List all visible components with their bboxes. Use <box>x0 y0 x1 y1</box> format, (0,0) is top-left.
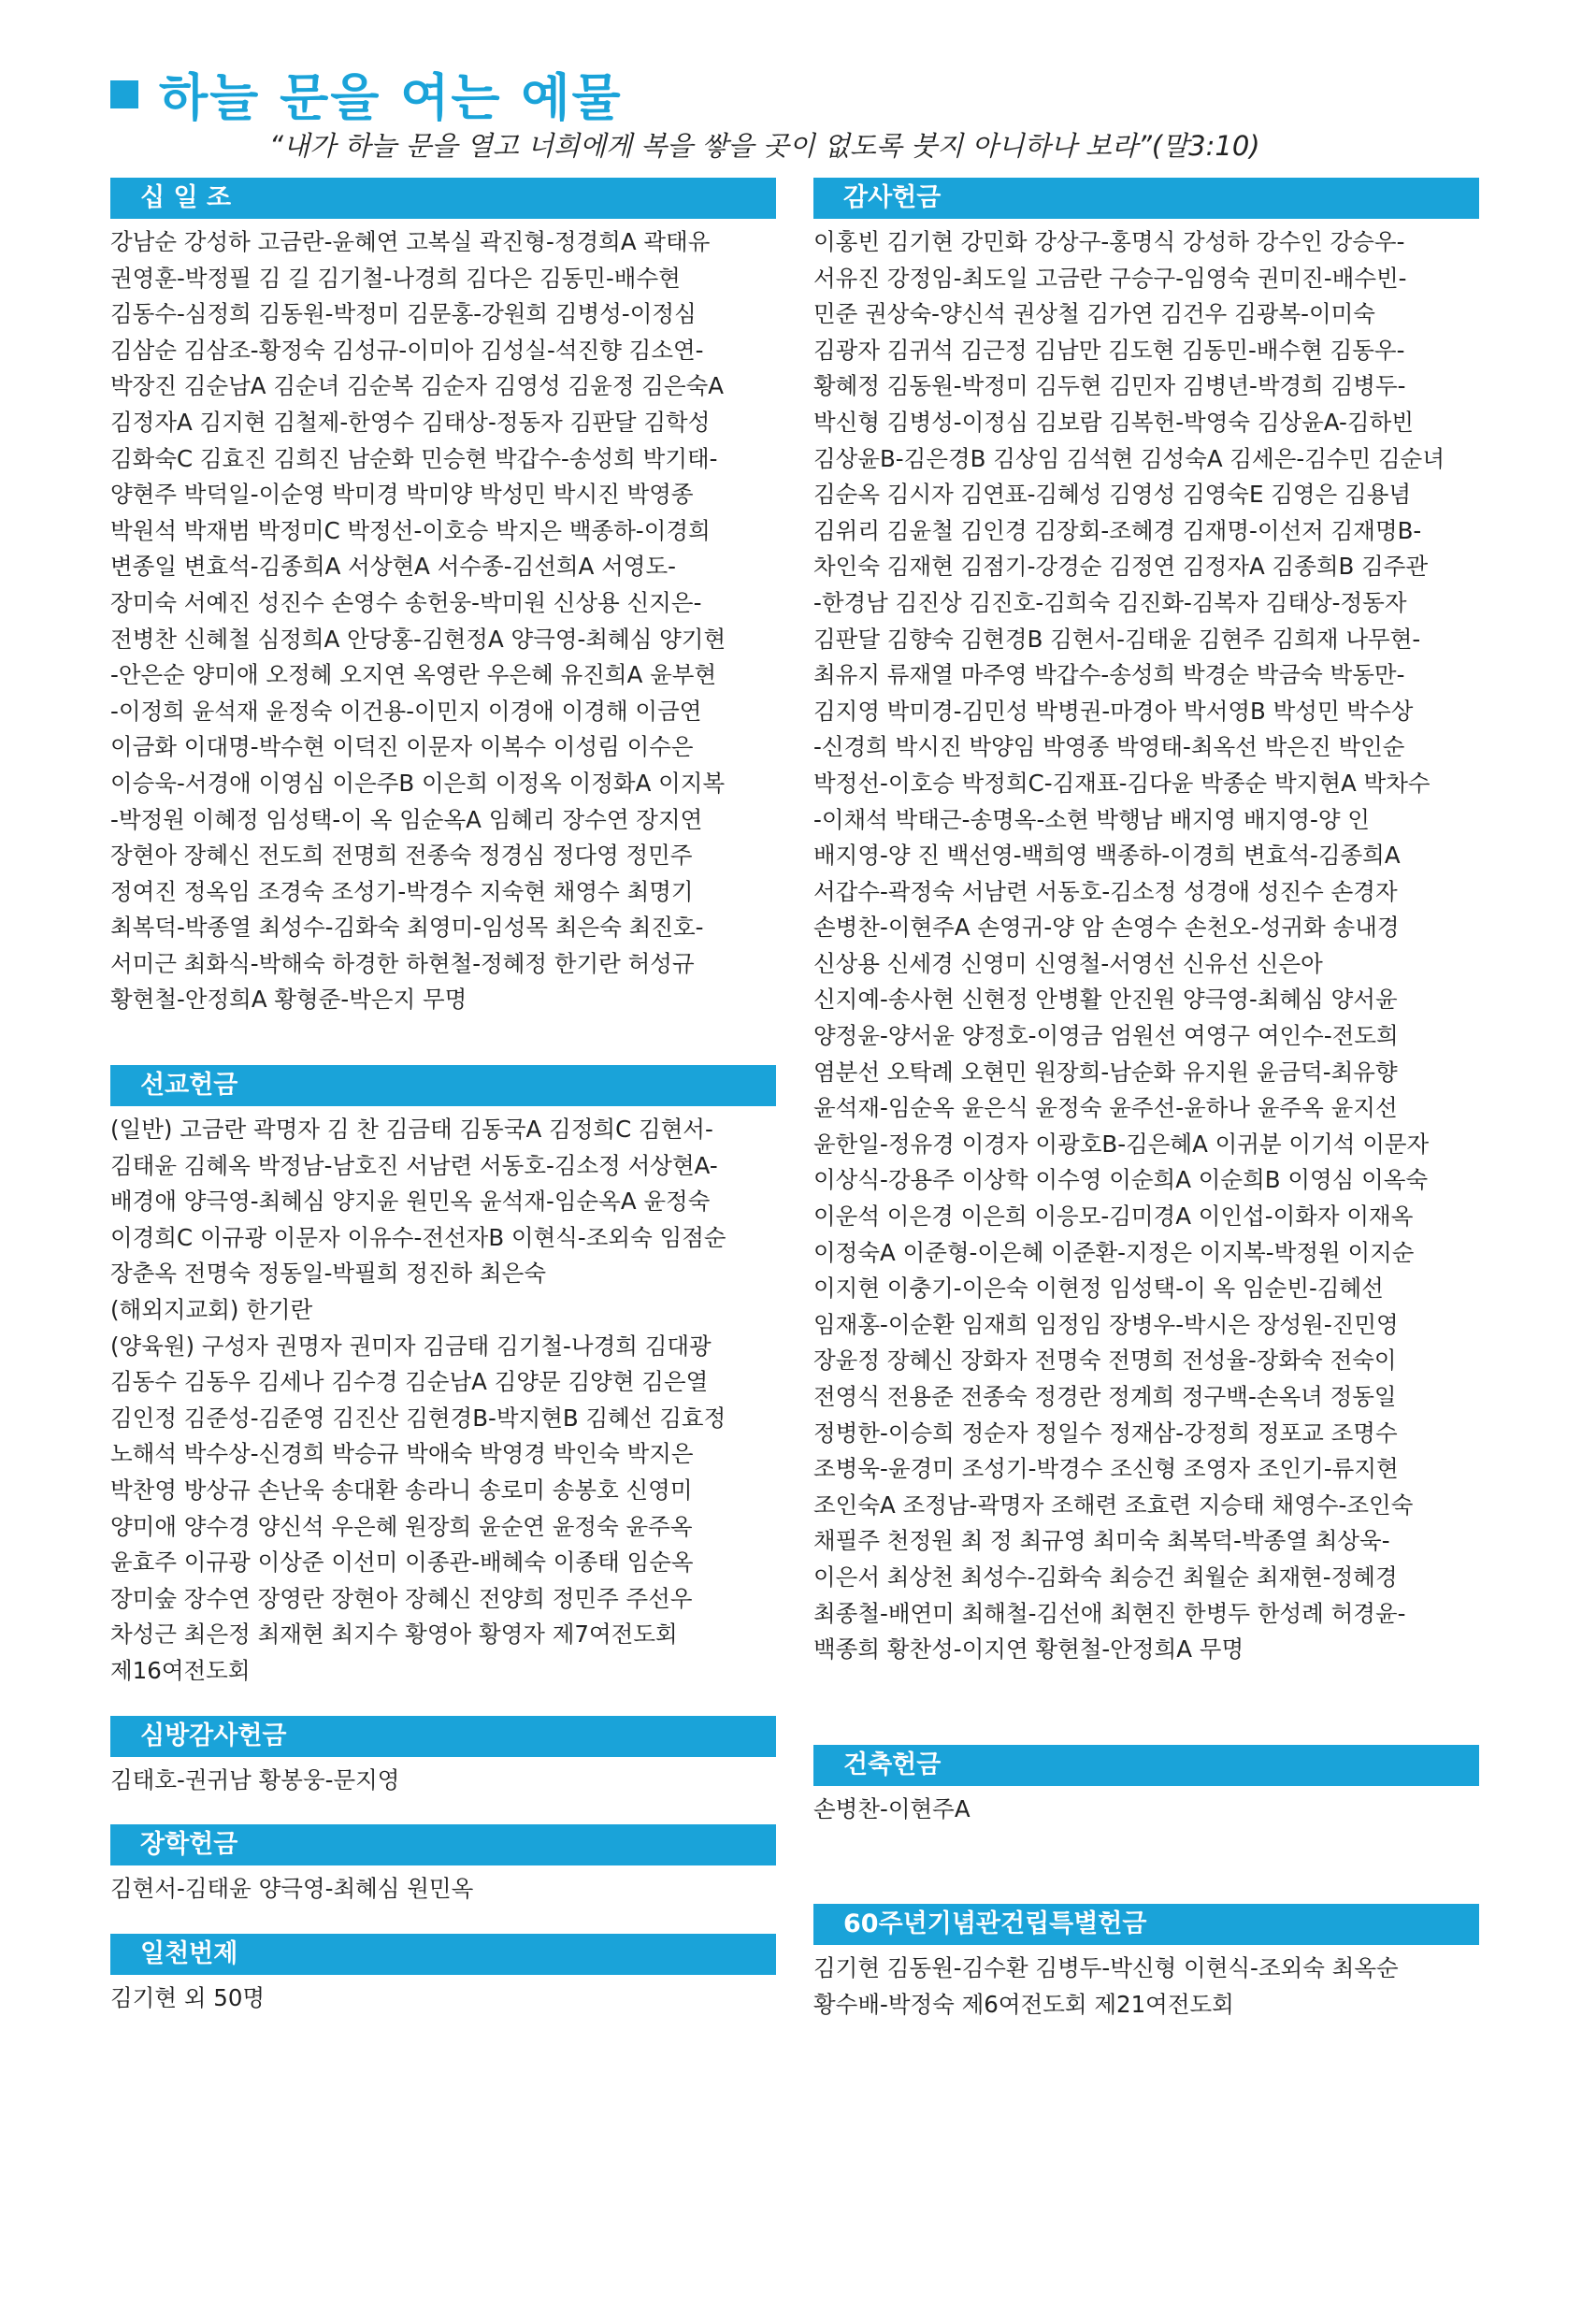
section-heading: 60주년기념관건립특별헌금 <box>813 1904 1479 1945</box>
section-visit-thanks <box>110 1716 776 1799</box>
donor-line: 손병찬-이현주A <box>813 1794 971 1822</box>
donor-list <box>813 1792 1479 1828</box>
donor-line: 서미근 최화식-박해숙 하경한 하현철-정혜정 한기란 허성규 <box>110 949 695 977</box>
section-heading: 심방감사헌금 <box>110 1716 776 1757</box>
donor-line: 황혜정 김동원-박정미 김두현 김민자 김병년-박경희 김병두- <box>813 372 1406 400</box>
donor-line: 장미숲 장수연 장영란 장현아 장혜신 전양희 정민주 주선우 <box>110 1584 693 1612</box>
donor-line: 정병한-이승희 정순자 정일수 정재삼-강정희 정포교 조명수 <box>813 1419 1398 1447</box>
donor-line: 김인정 김준성-김준영 김진산 김현경B-박지현B 김혜선 김효정 <box>110 1404 726 1432</box>
donor-line: 정여진 정옥임 조경숙 조성기-박경수 지숙현 채영수 최명기 <box>110 877 694 905</box>
donor-list <box>110 1112 776 1690</box>
donor-line: 박장진 김순남A 김순녀 김순복 김순자 김영성 김윤정 김은숙A <box>110 372 725 400</box>
donor-line: 윤효주 이규광 이상준 이선미 이종관-배혜숙 이종태 임순옥 <box>110 1548 694 1577</box>
section-heading: 감사헌금 <box>813 178 1479 219</box>
donor-line: 양현주 박덕일-이순영 박미경 박미양 박성민 박시진 박영종 <box>110 481 694 509</box>
donor-line: 변종일 변효석-김종희A 서상현A 서수종-김선희A 서영도- <box>110 553 676 581</box>
section-building <box>813 1745 1479 1828</box>
donor-line: 최복덕-박종열 최성수-김화숙 최영미-임성목 최은숙 최진호- <box>110 914 704 942</box>
donor-line: 강남순 강성하 고금란-윤혜연 고복실 곽진형-정경희A 곽태유 <box>110 228 711 255</box>
donor-line: 이운석 이은경 이은희 이응모-김미경A 이인섭-이화자 이재옥 <box>813 1203 1414 1231</box>
title-row <box>110 58 1494 130</box>
donor-line: 장미숙 서예진 성진수 손영수 송헌웅-박미원 신상용 신지은- <box>110 588 702 616</box>
donor-line: 이경희C 이규광 이문자 이유수-전선자B 이현식-조외숙 임점순 <box>110 1223 726 1251</box>
donor-line: 제16여전도회 <box>110 1656 251 1684</box>
donor-line: 박찬영 방상규 손난욱 송대환 송라니 송로미 송봉호 신영미 <box>110 1476 693 1504</box>
donor-list <box>110 1981 776 2017</box>
donor-line: 조인숙A 조정남-곽명자 조해련 조효련 지승태 채영수-조인숙 <box>813 1491 1414 1519</box>
donor-line: 신상용 신세경 신영미 신영철-서영선 신유선 신은아 <box>813 949 1323 977</box>
donor-line: 김기현 김동원-김수환 김병두-박신형 이현식-조외숙 최옥순 <box>813 1954 1399 1982</box>
title-square-icon <box>110 80 138 108</box>
donor-line: 김태윤 김혜옥 박정남-남호진 서남련 서동호-김소정 서상현A- <box>110 1151 718 1179</box>
donor-line: -박정원 이혜정 임성택-이 옥 임순옥A 임혜리 장수연 장지연 <box>110 805 703 833</box>
section-anniversary <box>813 1904 1479 2023</box>
donor-line: 윤한일-정유경 이경자 이광호B-김은혜A 이귀분 이기석 이문자 <box>813 1130 1430 1158</box>
donor-line: 이승욱-서경애 이영심 이은주B 이은희 이정옥 이정화A 이지복 <box>110 769 726 797</box>
donor-line: 이정숙A 이준형-이은혜 이준환-지정은 이지복-박정원 이지순 <box>813 1238 1415 1266</box>
donor-line: -신경희 박시진 박양임 박영종 박영태-최옥선 박은진 박인순 <box>813 733 1405 761</box>
donor-line: 조병욱-윤경미 조성기-박경수 조신형 조영자 조인기-류지현 <box>813 1455 1399 1483</box>
donor-line: 권영훈-박정필 김 길 김기철-나경희 김다은 김동민-배수현 <box>110 264 681 292</box>
donor-list <box>110 224 776 1018</box>
section-heading: 선교헌금 <box>110 1065 776 1106</box>
donor-line: -안은순 양미애 오정혜 오지연 옥영란 우은혜 유진희A 윤부현 <box>110 661 717 689</box>
page-header <box>110 58 1494 162</box>
donor-line: 김동수 김동우 김세나 김수경 김순남A 김양문 김양현 김은열 <box>110 1368 709 1396</box>
section-heading: 건축헌금 <box>813 1745 1479 1786</box>
section-mission <box>110 1065 776 1690</box>
donor-line: 장윤정 장혜신 장화자 전명숙 전명희 전성율-장화숙 전숙이 <box>813 1347 1397 1375</box>
section-thanks <box>813 178 1479 1668</box>
donor-line: 김현서-김태윤 양극영-최혜심 원민옥 <box>110 1875 474 1903</box>
donor-line: 김태호-권귀남 황봉웅-문지영 <box>110 1765 400 1793</box>
left-column <box>110 178 776 2042</box>
donor-list <box>110 1871 776 1908</box>
donor-line: 황수배-박정숙 제6여전도회 제21여전도회 <box>813 1990 1234 2018</box>
donor-line: 김판달 김향숙 김현경B 김현서-김태윤 김현주 김희재 나무현- <box>813 625 1421 653</box>
donor-line: 김화숙C 김효진 김희진 남순화 민승현 박갑수-송성희 박기태- <box>110 444 718 472</box>
donor-line: 손병찬-이현주A 손영귀-양 암 손영수 손천오-성귀화 송내경 <box>813 914 1400 942</box>
donor-line: 차인숙 김재현 김점기-강경순 김정연 김정자A 김종희B 김주관 <box>813 553 1429 581</box>
donor-line: 노해석 박수상-신경희 박승규 박애숙 박영경 박인숙 박지은 <box>110 1440 694 1468</box>
donor-line: 서갑수-곽정숙 서남련 서동호-김소정 성경애 성진수 손경자 <box>813 877 1398 905</box>
donor-line: (일반) 고금란 곽명자 김 찬 김금태 김동국A 김정희C 김현서- <box>110 1116 713 1144</box>
donor-line: 전영식 전용준 전종숙 정경란 정계희 정구백-손옥녀 정동일 <box>813 1383 1397 1410</box>
donor-list <box>813 1951 1479 2023</box>
donor-line: 백종희 황찬성-이지연 황현철-안정희A 무명 <box>813 1635 1244 1664</box>
donor-line: 장춘옥 전명숙 정동일-박필희 정진하 최은숙 <box>110 1260 546 1288</box>
donor-line: 박원석 박재범 박정미C 박정선-이호승 박지은 백종하-이경희 <box>110 516 711 544</box>
donor-line: 이금화 이대명-박수현 이덕진 이문자 이복수 이성림 이수은 <box>110 733 694 761</box>
donor-line: 민준 권상숙-양신석 권상철 김가연 김건우 김광복-이미숙 <box>813 300 1375 328</box>
donor-list <box>813 224 1479 1668</box>
donor-line: 양미애 양수경 양신석 우은혜 원장희 윤순연 윤정숙 윤주옥 <box>110 1512 693 1540</box>
section-heading: 십 일 조 <box>110 178 776 219</box>
donor-line: (해외지교회) 한기란 <box>110 1296 313 1324</box>
donor-line: 윤석재-임순옥 윤은식 윤정숙 윤주선-윤하나 윤주옥 윤지선 <box>813 1094 1398 1122</box>
donor-line: 박신형 김병성-이정심 김보람 김복헌-박영숙 김상윤A-김하빈 <box>813 408 1414 436</box>
donor-line: 최종철-배연미 최해철-김선애 최현진 한병두 한성례 허경윤- <box>813 1599 1406 1627</box>
donor-line: (양육원) 구성자 권명자 권미자 김금태 김기철-나경희 김대광 <box>110 1332 712 1360</box>
donor-line: 양정윤-양서윤 양정호-이영금 엄원선 여영구 여인수-전도희 <box>813 1022 1399 1050</box>
section-heading: 장학헌금 <box>110 1824 776 1865</box>
donor-line: 전병찬 신혜철 심정희A 안당홍-김현정A 양극영-최혜심 양기현 <box>110 625 726 653</box>
donor-line: 임재홍-이순환 임재희 임정임 장병우-박시은 장성원-진민영 <box>813 1310 1399 1338</box>
donor-line: 염분선 오탁례 오현민 원장희-남순화 유지원 윤금덕-최유향 <box>813 1058 1398 1086</box>
donor-line: 박정선-이호승 박정희C-김재표-김다윤 박종순 박지현A 박차수 <box>813 769 1431 797</box>
donor-line: 채필주 천정원 최 정 최규영 최미숙 최복덕-박종열 최상욱- <box>813 1527 1390 1555</box>
page-title: 하늘 문을 여는 예물 <box>159 68 623 127</box>
donor-line: 이지현 이충기-이은숙 이현정 임성택-이 옥 임순빈-김혜선 <box>813 1275 1384 1303</box>
donor-line: 김지영 박미경-김민성 박병권-마경아 박서영B 박성민 박수상 <box>813 697 1414 725</box>
section-tithe <box>110 178 776 1018</box>
donor-list <box>110 1763 776 1799</box>
donor-line: 김동수-심정희 김동원-박정미 김문홍-강원희 김병성-이정심 <box>110 300 697 328</box>
donor-line: 서유진 강정임-최도일 고금란 구승구-임영숙 권미진-배수빈- <box>813 264 1407 292</box>
donor-line: 장현아 장혜신 전도희 전명희 전종숙 정경심 정다영 정민주 <box>110 842 693 870</box>
donor-line: -한경남 김진상 김진호-김희숙 김진화-김복자 김태상-정동자 <box>813 588 1407 616</box>
donor-line: 김위리 김윤철 김인경 김장회-조혜경 김재명-이선저 김재명B- <box>813 516 1422 544</box>
donor-line: 배지영-양 진 백선영-백희영 백종하-이경희 변효석-김종희A <box>813 842 1401 870</box>
donor-line: 차성근 최은정 최재현 최지수 황영아 황영자 제7여전도회 <box>110 1620 678 1649</box>
donor-line: 이은서 최상천 최성수-김화숙 최승건 최월순 최재현-정혜경 <box>813 1563 1398 1591</box>
section-thousand <box>110 1934 776 2017</box>
donor-line: 이홍빈 김기현 강민화 강상구-홍명식 강성하 강수인 강승우- <box>813 228 1405 255</box>
donor-line: -이채석 박태근-송명옥-소현 박행남 배지영 배지영-양 인 <box>813 805 1370 833</box>
donor-line: 김상윤B-김은경B 김상임 김석현 김성숙A 김세은-김수민 김순녀 <box>813 444 1445 472</box>
donor-line: 이상식-강용주 이상학 이수영 이순희A 이순희B 이영심 이옥숙 <box>813 1166 1429 1194</box>
donor-line: 신지예-송사현 신현정 안병활 안진원 양극영-최혜심 양서윤 <box>813 986 1398 1014</box>
section-scholarship <box>110 1824 776 1908</box>
donor-line: 김광자 김귀석 김근정 김남만 김도현 김동민-배수현 김동우- <box>813 336 1405 364</box>
donor-line: 김삼순 김삼조-황정숙 김성규-이미아 김성실-석진향 김소연- <box>110 336 704 364</box>
right-column <box>813 178 1479 2050</box>
donor-line: 황현철-안정희A 황형준-박은지 무명 <box>110 986 467 1014</box>
scripture-verse: “내가 하늘 문을 열고 너희에게 복을 쌓을 곳이 없도록 붓지 아니하나 보라”(말3:10) <box>269 130 1260 162</box>
donor-line: 김순옥 김시자 김연표-김혜성 김영성 김영숙E 김영은 김용념 <box>813 481 1412 509</box>
donor-line: 최유지 류재열 마주영 박갑수-송성희 박경순 박금숙 박동만- <box>813 661 1405 689</box>
donor-line: 김정자A 김지현 김철제-한영수 김태상-정동자 김판달 김학성 <box>110 408 711 436</box>
donor-line: 배경애 양극영-최혜심 양지윤 원민옥 윤석재-임순옥A 윤정숙 <box>110 1188 711 1216</box>
donor-line: 김기현 외 50명 <box>110 1983 266 2011</box>
section-heading: 일천번제 <box>110 1934 776 1975</box>
donor-line: -이정희 윤석재 윤정숙 이건용-이민지 이경애 이경해 이금연 <box>110 697 702 725</box>
